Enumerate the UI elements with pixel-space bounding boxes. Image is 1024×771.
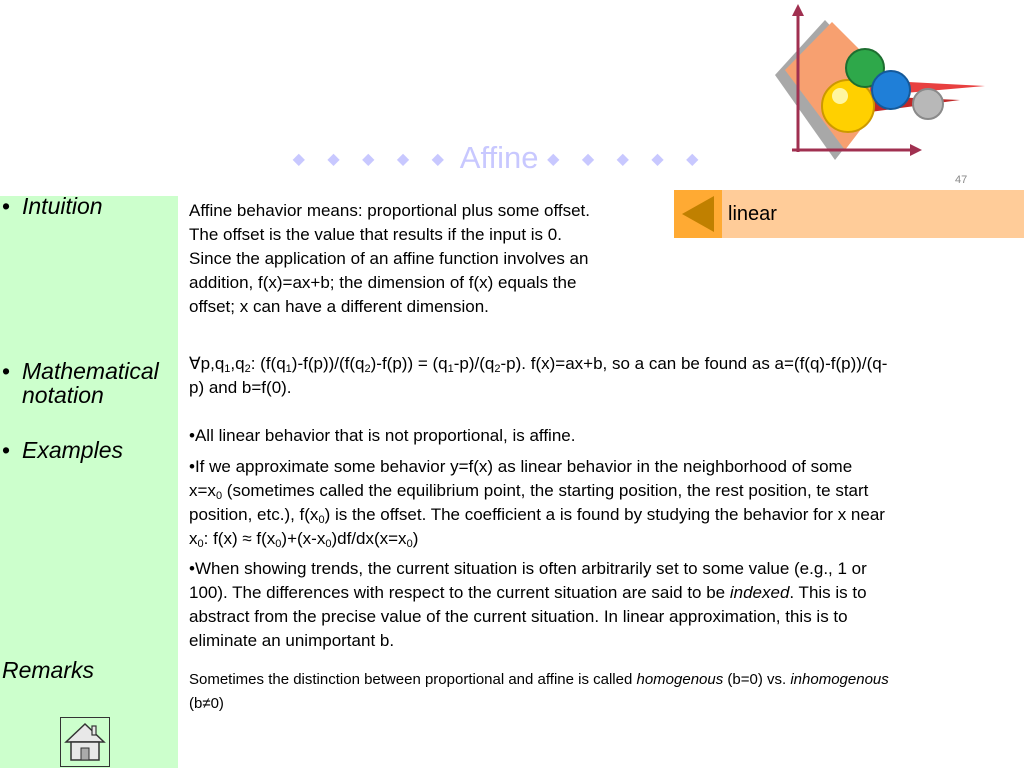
home-icon — [61, 718, 109, 766]
title-diamonds-right: ◆ ◆ ◆ ◆ ◆ — [547, 151, 708, 168]
sidebar-item-examples: • Examples — [2, 437, 123, 463]
back-arrow-icon — [674, 190, 722, 238]
math-notation-text: $\forall p,q_1,q_2$: $(f(q_1)-f(p))/(f(q_2)-f(p)) = (q_1-p)/(q_2-p)$. f(x)=ax+b, so a can be found as a=(f(q)-f(p))/(q- p) and b=f(0). — [189, 354, 888, 397]
remarks-text: Sometimes the distinction between proportional and affine is called homogenous (b=0) vs. inhomogenous (b≠0) — [189, 671, 889, 712]
back-button[interactable] — [674, 190, 722, 238]
sidebar-item-remarks: Remarks — [2, 657, 95, 683]
nav-link-linear[interactable]: linear — [728, 203, 777, 225]
nav-bar — [674, 190, 1024, 238]
sidebar-item-mathematical-notation: • Mathematical notation — [2, 358, 159, 408]
example-3: •When showing trends, the current situation is often arbitrarily set to some value (e.g., 1 or 100). The differences with respect to the current situation are said to be indexed. This is to abstract from the precise value of the current situation. In linear approximation, this is to eliminate an unimportant b. — [189, 559, 867, 650]
home-button[interactable] — [60, 717, 110, 767]
slide-title: Affine — [459, 140, 539, 175]
sidebar-item-intuition: • Intuition — [2, 193, 103, 219]
slide-title-row — [0, 140, 1000, 176]
intuition-text: Affine behavior means: proportional plus some offset. The offset is the value that results if the input is 0. Since the application of an affine function involves an addition, f(x)=ax+b; the dimension of f(x) equals the offset; x can have a different dimension. — [189, 201, 590, 316]
example-2: •If we approximate some behavior y=f(x) as linear behavior in the neighborhood of some $x=x_0$ (sometimes called the equilibrium point, the starting position, the rest position, te start position, etc.), $f(x_0)$ is the offset. The coefficient a is found by studying the behavior for x near $x_0$: $f(x) \approx f(x_0)+(x-x_0)df/dx(x=x_0)$ — [189, 457, 885, 550]
example-1: •All linear behavior that is not proportional, is affine. — [189, 426, 576, 445]
title-diamonds-left: ◆ ◆ ◆ ◆ ◆ — [292, 151, 453, 168]
page-number: 47 — [955, 174, 968, 186]
